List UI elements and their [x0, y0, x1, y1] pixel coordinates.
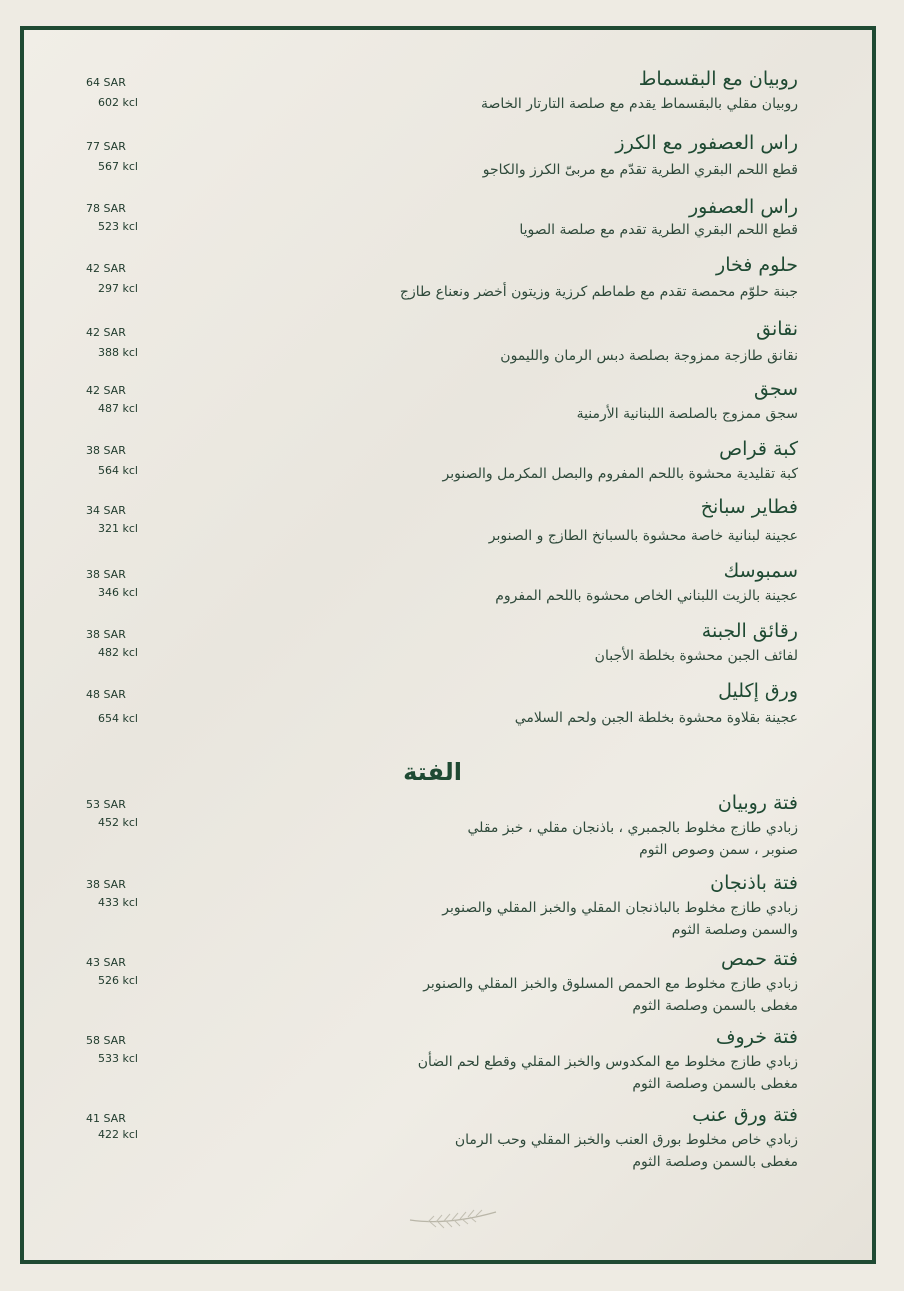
item-description: عجينة لبنانية خاصة محشوة بالسبانخ الطازج و الصنوبر	[488, 528, 798, 544]
item-kcal: 523 kcl	[98, 220, 138, 233]
item-name: راس العصفور مع الكرز	[615, 132, 798, 154]
item-kcal: 533 kcl	[98, 1052, 138, 1065]
item-description: عجينة بقلاوة محشوة بخلطة الجبن ولحم السلامي	[514, 710, 798, 726]
item-description: عجينة بالزيت اللبناني الخاص محشوة باللحم المفروم	[495, 588, 798, 604]
item-price: 78 SAR	[86, 202, 126, 215]
item-description: زبادي طازج مخلوط بالباذنجان المقلي والخبز المقلي والصنوبر	[442, 900, 798, 916]
item-kcal: 452 kcl	[98, 816, 138, 829]
item-name: رقائق الجبنة	[701, 620, 798, 642]
section-title: الفتة	[403, 758, 462, 786]
menu-page	[20, 26, 876, 1264]
item-description: جبنة حلوّم محمصة تقدم مع طماطم كرزية وزيتون أخضر ونعناع طازج	[399, 284, 798, 300]
wheat-leaf-icon	[408, 1204, 498, 1234]
item-price: 38 SAR	[86, 628, 126, 641]
item-description: سجق ممزوج بالصلصة اللبنانية الأرمنية	[576, 406, 798, 422]
item-price: 48 SAR	[86, 688, 126, 701]
item-description: روبيان مقلي بالبقسماط يقدم مع صلصة التارتار الخاصة	[480, 96, 798, 112]
item-price: 42 SAR	[86, 384, 126, 397]
item-description: قطع اللحم البقري الطرية تقدّم مع مربىّ الكرز والكاجو	[482, 162, 798, 178]
item-price: 42 SAR	[86, 262, 126, 275]
item-name: كبة قراص	[719, 438, 798, 460]
item-name: روبيان مع البقسماط	[638, 68, 798, 90]
item-kcal: 422 kcl	[98, 1128, 138, 1141]
item-name: ورق إكليل	[718, 680, 798, 702]
item-description: قطع اللحم البقري الطرية تقدم مع صلصة الصويا	[519, 222, 798, 238]
item-name: راس العصفور	[689, 196, 798, 218]
item-description: مغطى بالسمن وصلصة الثوم	[632, 1154, 798, 1170]
item-kcal: 567 kcl	[98, 160, 138, 173]
item-price: 64 SAR	[86, 76, 126, 89]
item-kcal: 433 kcl	[98, 896, 138, 909]
item-kcal: 346 kcl	[98, 586, 138, 599]
item-name: حلوم فخار	[716, 254, 798, 276]
item-kcal: 388 kcl	[98, 346, 138, 359]
item-name: فتة حمص	[720, 948, 798, 970]
item-description: زبادي طازج مخلوط بالجمبري ، باذنجان مقلي ، خبز مقلي	[467, 820, 798, 836]
item-kcal: 297 kcl	[98, 282, 138, 295]
item-kcal: 526 kcl	[98, 974, 138, 987]
item-description: زبادي طازج مخلوط مع الحمص المسلوق والخبز المقلي والصنوبر	[423, 976, 798, 992]
item-kcal: 564 kcl	[98, 464, 138, 477]
item-price: 34 SAR	[86, 504, 126, 517]
item-price: 43 SAR	[86, 956, 126, 969]
item-price: 38 SAR	[86, 568, 126, 581]
item-price: 58 SAR	[86, 1034, 126, 1047]
item-name: سجق	[753, 378, 798, 400]
item-name: سمبوسك	[723, 560, 798, 582]
item-description: مغطى بالسمن وصلصة الثوم	[632, 998, 798, 1014]
item-name: فتة باذنجان	[710, 872, 798, 894]
item-name: فتة روبيان	[717, 792, 798, 814]
item-price: 42 SAR	[86, 326, 126, 339]
item-description: زبادي طازج مخلوط مع المكدوس والخبز المقلي وقطع لحم الضأن	[417, 1054, 798, 1070]
item-kcal: 487 kcl	[98, 402, 138, 415]
item-name: فتة خروف	[715, 1026, 798, 1048]
item-description: والسمن وصلصة الثوم	[671, 922, 798, 938]
item-description: كبة تقليدية محشوة باللحم المفروم والبصل المكرمل والصنوبر	[442, 466, 798, 482]
item-price: 53 SAR	[86, 798, 126, 811]
item-description: نقانق طازجة ممزوجة بصلصة دبس الرمان والليمون	[500, 348, 798, 364]
item-description: صنوبر ، سمن وصوص الثوم	[639, 842, 798, 858]
item-name: فتة ورق عنب	[692, 1104, 798, 1126]
item-kcal: 482 kcl	[98, 646, 138, 659]
item-description: لفائف الجبن محشوة بخلطة الأجبان	[594, 648, 798, 664]
item-name: نقانق	[756, 318, 798, 340]
item-name: فطاير سبانخ	[700, 496, 798, 518]
item-description: زبادي خاص مخلوط بورق العنب والخبز المقلي وحب الرمان	[454, 1132, 798, 1148]
item-price: 41 SAR	[86, 1112, 126, 1125]
item-kcal: 321 kcl	[98, 522, 138, 535]
item-description: مغطى بالسمن وصلصة الثوم	[632, 1076, 798, 1092]
item-price: 77 SAR	[86, 140, 126, 153]
item-price: 38 SAR	[86, 878, 126, 891]
item-kcal: 654 kcl	[98, 712, 138, 725]
item-kcal: 602 kcl	[98, 96, 138, 109]
item-price: 38 SAR	[86, 444, 126, 457]
